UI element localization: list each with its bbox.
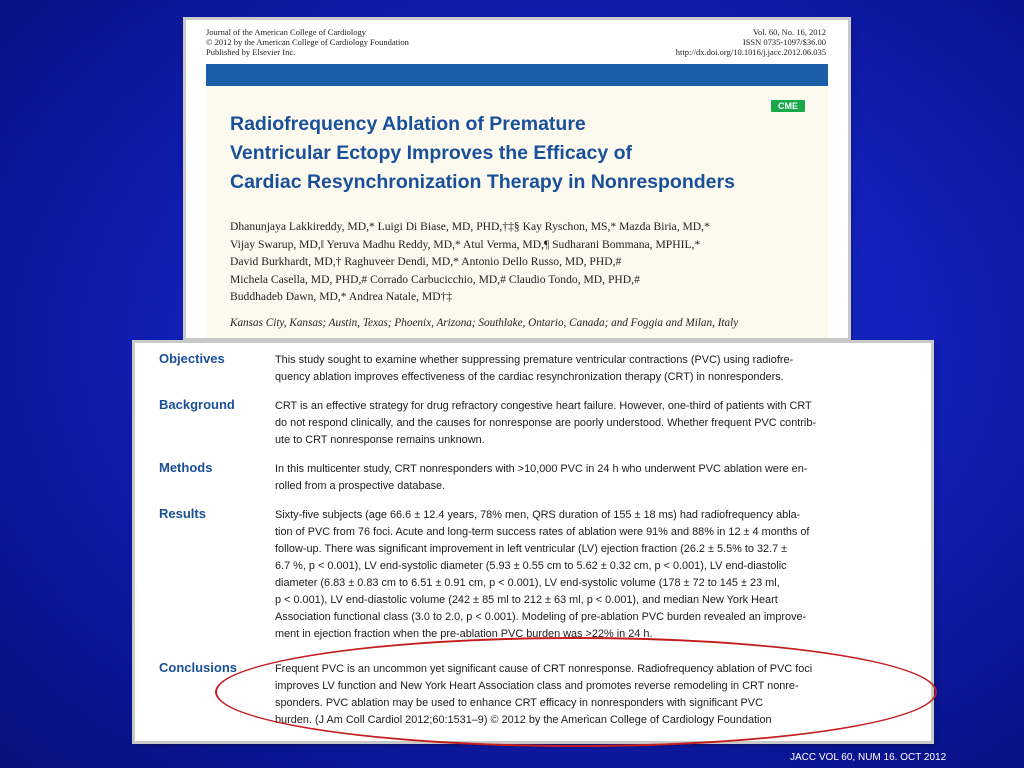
title-line: Cardiac Resynchronization Therapy in Nonresponders: [230, 171, 735, 193]
text-line: improves LV function and New York Heart Association class and promotes reverse remodeling in CRT nonre-: [275, 680, 799, 692]
text-line: ute to CRT nonresponse remains unknown.: [275, 434, 485, 446]
text-line: In this multicenter study, CRT nonresponders with >10,000 PVC in 24 h who underwent PVC ablation were en-: [275, 463, 808, 475]
text-line: sponders. PVC ablation may be used to enhance CRT efficacy in nonresponders with significant PVC: [275, 697, 763, 709]
text-line: CRT is an effective strategy for drug refractory congestive heart failure. However, one-third of patients with CRT: [275, 400, 812, 412]
author-list: [230, 218, 830, 306]
text-line: do not respond clinically, and the causes for nonresponse are poorly understood. Whether frequent PVC contrib-: [275, 417, 817, 429]
title-line: Radiofrequency Ablation of Premature: [230, 113, 586, 135]
journal-copyright: © 2012 by the American College of Cardiology Foundation: [206, 37, 409, 47]
journal-publisher: Published by Elsevier Inc.: [206, 47, 296, 57]
text-line: burden. (J Am Coll Cardiol 2012;60:1531–9) © 2012 by the American College of Cardiology Foundation: [275, 714, 772, 726]
author-line: Vijay Swarup, MD,‖ Yeruva Madhu Reddy, MD,* Atul Verma, MD,¶ Sudharani Bommana, MPHIL,*: [230, 237, 701, 251]
conclusions-text: [275, 661, 915, 729]
methods-label: Methods: [159, 460, 213, 475]
article-title: [230, 110, 790, 197]
journal-volume: Vol. 60, No. 16, 2012: [752, 27, 826, 37]
journal-info-left: [206, 27, 409, 57]
text-line: This study sought to examine whether suppressing premature ventricular contractions (PVC) using radiofre-: [275, 354, 794, 366]
header-color-bar: [206, 64, 828, 86]
author-line: David Burkhardt, MD,† Raghuveer Dendi, MD,* Antonio Dello Russo, MD, PHD,#: [230, 255, 622, 268]
text-line: Association functional class (3.0 to 2.0, p < 0.001). Modeling of pre-ablation PVC burden revealed an improve-: [275, 611, 807, 623]
text-line: ment in ejection fraction when the pre-ablation PVC burden was >22% in 24 h.: [275, 628, 653, 640]
background-label: Background: [159, 397, 235, 412]
abstract-panel: [135, 343, 931, 741]
methods-text: [275, 461, 915, 495]
text-line: 6.7 %, p < 0.001), LV end-systolic diameter (5.93 ± 0.55 cm to 5.62 ± 0.32 cm, p < 0.001), LV end-diastolic: [275, 560, 787, 572]
cme-badge: CME: [771, 100, 805, 112]
affiliations: Kansas City, Kansas; Austin, Texas; Phoenix, Arizona; Southlake, Ontario, Canada; and Foggia and Milan, Italy: [230, 317, 739, 329]
title-line: Ventricular Ectopy Improves the Efficacy of: [230, 142, 633, 164]
journal-issn: ISSN 0735-1097/$36.00: [742, 37, 826, 47]
author-line: Buddhadeb Dawn, MD,* Andrea Natale, MD†‡: [230, 290, 453, 303]
results-label: Results: [159, 506, 206, 521]
text-line: diameter (6.83 ± 0.83 cm to 6.51 ± 0.91 cm, p < 0.001), LV end-systolic volume (178 ± 72 to 145 ± 23 ml,: [275, 577, 780, 589]
conclusions-label: Conclusions: [159, 660, 238, 675]
citation-caption: JACC VOL 60, NUM 16. OCT 2012: [790, 752, 947, 763]
text-line: follow-up. There was significant improvement in left ventricular (LV) ejection fraction (26.2 ± 5.5% to 32.7 ±: [275, 543, 788, 555]
text-line: rolled from a prospective database.: [275, 480, 446, 492]
text-line: p < 0.001), LV end-diastolic volume (242 ± 85 ml to 212 ± 63 ml, p < 0.001), and median New York Heart: [275, 594, 778, 606]
objectives-label: Objectives: [159, 351, 225, 366]
author-line: Michela Casella, MD, PHD,# Corrado Carbucicchio, MD,# Claudio Tondo, MD, PHD,#: [230, 272, 640, 286]
objectives-text: [275, 352, 915, 386]
author-line: Dhanunjaya Lakkireddy, MD,* Luigi Di Biase, MD, PHD,†‡§ Kay Ryschon, MS,* Mazda Biria, MD,*: [230, 220, 710, 233]
text-line: quency ablation improves effectiveness of the cardiac resynchronization therapy (CRT) in nonresponders.: [275, 371, 784, 383]
journal-info-right: [676, 27, 826, 57]
journal-name: Journal of the American College of Cardiology: [206, 27, 367, 37]
results-text: [275, 507, 915, 643]
text-line: tion of PVC from 76 foci. Acute and long-term success rates of ablation were 91% and 88% in 12 ± 4 months of: [275, 526, 810, 538]
text-line: Frequent PVC is an uncommon yet significant cause of CRT nonresponse. Radiofrequency ablation of PVC foci: [275, 663, 813, 675]
text-line: Sixty-five subjects (age 66.6 ± 12.4 years, 78% men, QRS duration of 155 ± 18 ms) had radiofrequency abla-: [275, 509, 801, 521]
article-header-panel: [186, 20, 848, 338]
background-text: [275, 398, 915, 449]
journal-doi: http://dx.doi.org/10.1016/j.jacc.2012.06.035: [675, 47, 826, 57]
